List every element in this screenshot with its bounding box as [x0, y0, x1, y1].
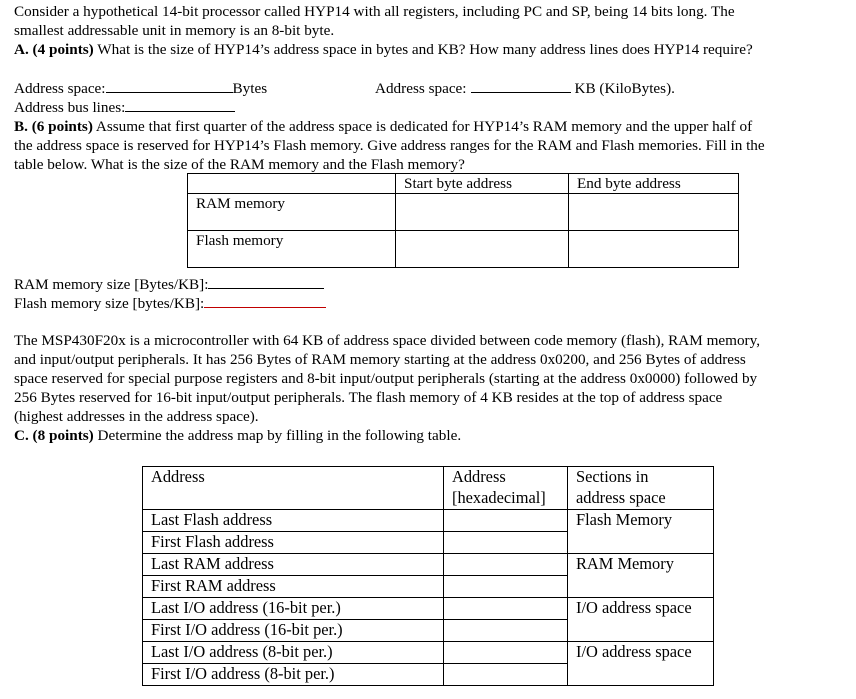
- ram-flash-address-table: [187, 173, 739, 268]
- table-row: [143, 642, 714, 664]
- section-io-8: I/O address space: [568, 642, 714, 686]
- hex-cell-first-flash[interactable]: [444, 532, 568, 554]
- msp-line-2: and input/output peripherals. It has 256 Bytes of RAM memory starting at the address 0x0200, and 256 Bytes of address: [14, 351, 746, 368]
- part-a-label: A. (4 points): [14, 41, 94, 58]
- flash-size-row: [14, 293, 326, 313]
- header-sections: [568, 467, 714, 510]
- address-space-bytes-blank[interactable]: [106, 78, 233, 93]
- part-b-line-1: [14, 117, 752, 136]
- section-flash: Flash Memory: [568, 510, 714, 554]
- address-map-table: [142, 466, 714, 686]
- table-row: [143, 510, 714, 532]
- row-first-io-16: First I/O address (16-bit per.): [143, 620, 444, 642]
- table-row: [188, 231, 739, 268]
- table-row: [143, 598, 714, 620]
- header-sections-line-2: address space: [576, 487, 666, 507]
- hex-cell-last-ram[interactable]: [444, 554, 568, 576]
- header-hex-line-2: [hexadecimal]: [452, 487, 546, 507]
- row-label-ram: RAM memory: [188, 194, 396, 231]
- table-row: [188, 194, 739, 231]
- hex-cell-first-ram[interactable]: [444, 576, 568, 598]
- part-c-question-text: Determine the address map by filling in the following table.: [93, 427, 462, 444]
- part-b-label: B. (6 points): [14, 118, 93, 135]
- hex-cell-first-io-16[interactable]: [444, 620, 568, 642]
- table-row: [143, 554, 714, 576]
- address-space-label: Address space:: [14, 80, 106, 97]
- msp-line-4: 256 Bytes reserved for 16-bit input/output peripherals. The flash memory of 4 KB resides at the top of address space: [14, 389, 723, 406]
- row-first-ram: First RAM address: [143, 576, 444, 598]
- hex-cell-last-flash[interactable]: [444, 510, 568, 532]
- msp-line-5: (highest addresses in the address space).: [14, 408, 259, 425]
- ram-start-cell[interactable]: [396, 194, 569, 231]
- flash-start-cell[interactable]: [396, 231, 569, 268]
- table-row: [143, 467, 714, 510]
- ram-end-cell[interactable]: [569, 194, 739, 231]
- address-space-bytes-row: [14, 78, 267, 98]
- hex-cell-first-io-8[interactable]: [444, 664, 568, 686]
- table-header-empty: [188, 174, 396, 194]
- flash-size-blank[interactable]: [204, 293, 326, 308]
- intro-line-2: smallest addressable unit in memory is an 8-bit byte.: [14, 22, 335, 39]
- row-last-flash: Last Flash address: [143, 510, 444, 532]
- part-a-question-text: What is the size of HYP14’s address space in bytes and KB? How many address lines does HYP14 require?: [93, 41, 753, 58]
- hex-cell-last-io-8[interactable]: [444, 642, 568, 664]
- part-b-line-3: table below. What is the size of the RAM memory and the Flash memory?: [14, 156, 465, 173]
- flash-end-cell[interactable]: [569, 231, 739, 268]
- flash-size-label: Flash memory size [bytes/KB]:: [14, 295, 205, 312]
- row-last-ram: Last RAM address: [143, 554, 444, 576]
- row-last-io-8: Last I/O address (8-bit per.): [143, 642, 444, 664]
- header-address: Address: [143, 467, 444, 510]
- ram-size-blank[interactable]: [208, 274, 324, 289]
- address-bus-lines-blank[interactable]: [125, 97, 235, 112]
- address-space-label-2: Address space:: [375, 80, 467, 97]
- part-c-label: C. (8 points): [14, 427, 94, 444]
- part-b-line-1-text: Assume that first quarter of the address space is dedicated for HYP14’s RAM memory and the upper half of: [92, 118, 753, 135]
- table-header-start: Start byte address: [396, 174, 569, 194]
- row-label-flash: Flash memory: [188, 231, 396, 268]
- row-first-io-8: First I/O address (8-bit per.): [143, 664, 444, 686]
- bytes-unit: Bytes: [232, 80, 268, 97]
- header-sections-line-1: Sections in: [576, 467, 649, 486]
- row-first-flash: First Flash address: [143, 532, 444, 554]
- msp-line-1: The MSP430F20x is a microcontroller with 64 KB of address space divided between code memory (flash), RAM memory,: [14, 332, 761, 349]
- header-hex-line-1: Address: [452, 467, 506, 486]
- section-io-16: I/O address space: [568, 598, 714, 642]
- part-b-line-2: the address space is reserved for HYP14’s Flash memory. Give address ranges for the RAM and Flash memories. Fill in the: [14, 137, 765, 154]
- table-header-end: End byte address: [569, 174, 739, 194]
- address-space-kb-row: [375, 78, 675, 98]
- row-last-io-16: Last I/O address (16-bit per.): [143, 598, 444, 620]
- table-row: [188, 174, 739, 194]
- part-c-question: [14, 426, 461, 445]
- kb-unit: KB (KiloBytes).: [574, 80, 675, 97]
- header-hex: [444, 467, 568, 510]
- section-ram: RAM Memory: [568, 554, 714, 598]
- address-bus-lines-row: [14, 97, 235, 117]
- intro-line-1: Consider a hypothetical 14-bit processor called HYP14 with all registers, including PC and SP, being 14 bits long. The: [14, 3, 735, 20]
- hex-cell-last-io-16[interactable]: [444, 598, 568, 620]
- msp-line-3: space reserved for special purpose registers and 8-bit input/output peripherals (starting at the address 0x0000) followed by: [14, 370, 758, 387]
- address-bus-lines-label: Address bus lines:: [14, 99, 126, 116]
- part-a-question: [14, 40, 753, 59]
- ram-size-row: [14, 274, 324, 294]
- ram-size-label: RAM memory size [Bytes/KB]:: [14, 276, 209, 293]
- address-space-kb-blank[interactable]: [471, 78, 571, 93]
